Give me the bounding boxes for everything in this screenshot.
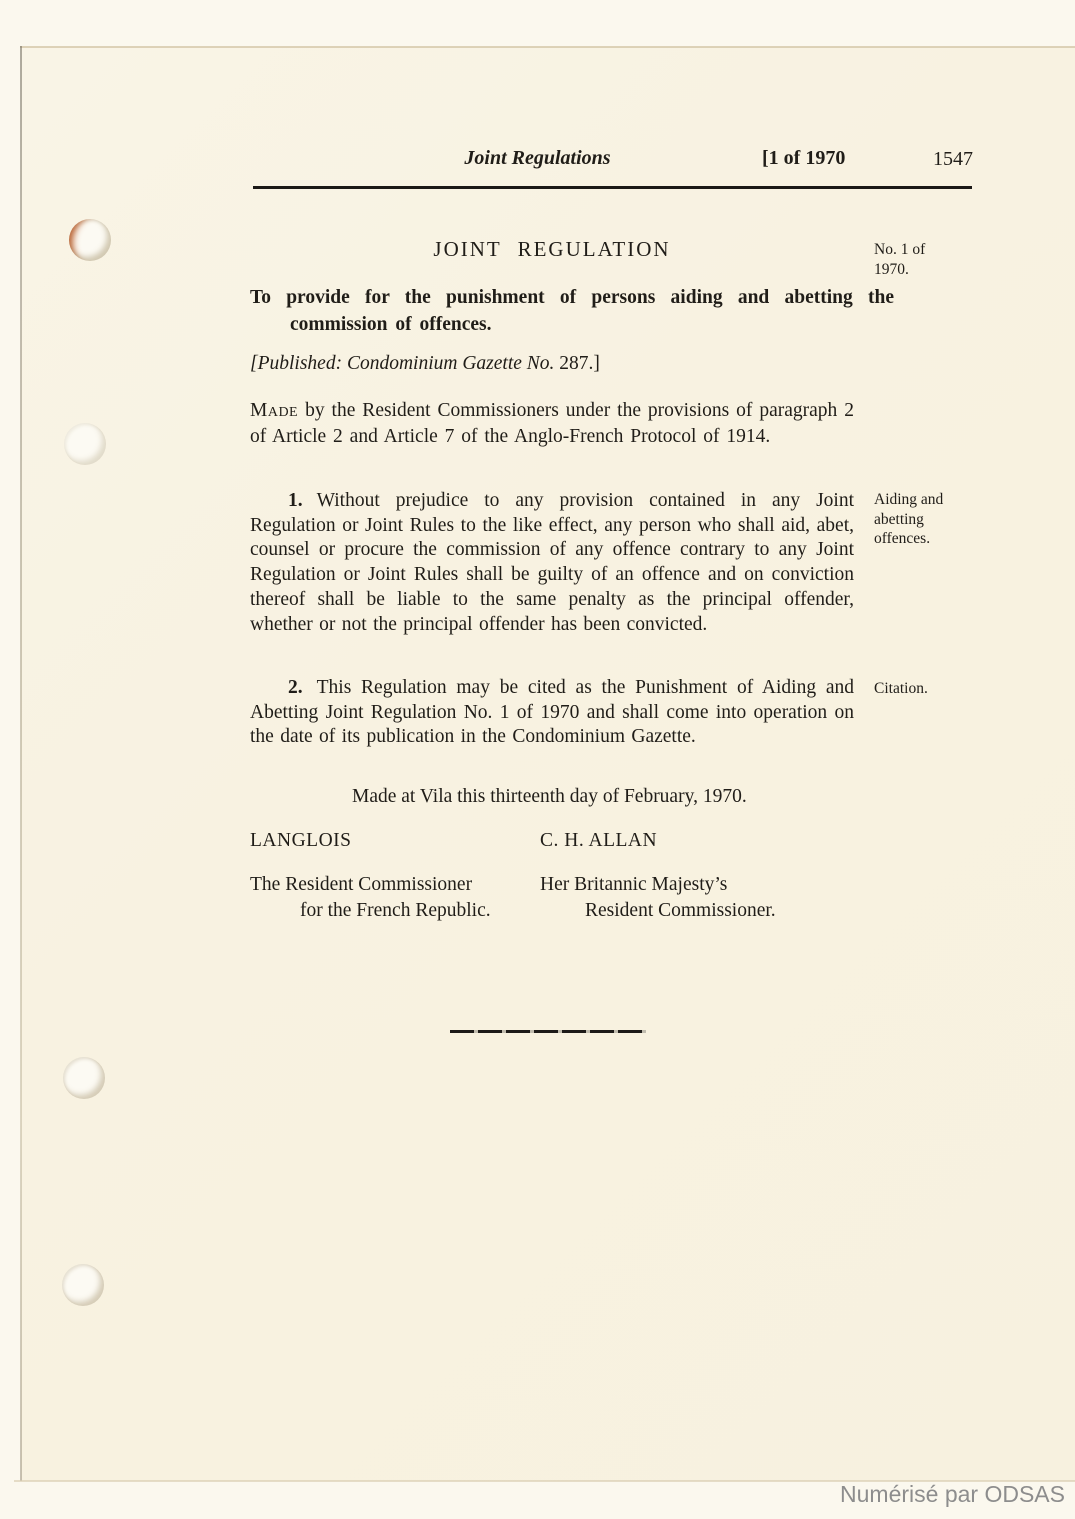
published-line-number: 287.] — [554, 353, 600, 374]
signature-title-french-line1: The Resident Commissioner — [250, 874, 473, 895]
signature-title-british — [540, 872, 840, 924]
section-2-text: This Regulation may be cited as the Punishment of Aiding and Abetting Joint Regulation No. 1 of 1970 and shall come into operation on the date of its publication in the Condominium Gazette. — [250, 677, 854, 748]
margin-note-regulation-number: No. 1 of 1970. — [874, 241, 926, 278]
punch-hole — [62, 1264, 104, 1306]
page-number: 1547 — [933, 148, 973, 170]
end-of-regulation-rule — [450, 1030, 646, 1033]
enacting-smallcaps: Made — [250, 400, 299, 421]
document-title: JOINT REGULATION — [433, 237, 671, 261]
punch-hole — [69, 219, 111, 261]
running-header-title: Joint Regulations — [464, 147, 611, 169]
section-2 — [250, 676, 854, 750]
date-of-making-line: Made at Vila this thirteenth day of February, 1970. — [352, 786, 747, 807]
section-1 — [250, 489, 854, 637]
enacting-text: by the Resident Commissioners under the provisions of paragraph 2 of Article 2 and Article 7 of the Anglo-French Protocol of 1914. — [250, 400, 854, 447]
punch-hole — [64, 423, 106, 465]
margin-note-section-2: Citation. — [874, 680, 928, 697]
section-2-number: 2. — [288, 677, 303, 698]
signature-title-french-line2: for the French Republic. — [300, 900, 491, 921]
signature-name-british: C. H. ALLAN — [540, 830, 658, 851]
published-line — [250, 353, 854, 375]
long-title: To provide for the punishment of persons aiding and abetting the commission of offences. — [250, 287, 894, 335]
enacting-clause — [250, 398, 854, 449]
punch-hole — [63, 1057, 105, 1099]
paper-top-edge — [20, 46, 1075, 48]
signature-name-french: LANGLOIS — [250, 830, 352, 851]
margin-note-section-1: Aiding and abetting offences. — [874, 491, 944, 547]
header-issue-reference: [1 of 1970 — [762, 147, 846, 169]
section-1-text: Without prejudice to any provision contained in any Joint Regulation or Joint Rules to the like effect, any person who shall aid, abet, counsel or procure the commission of any offence contrary to any Joint Regulation or Joint Rules shall be guilty of an offence and on conviction thereof shall be liable to the same penalty as the principal offender, whether or not the principal offender has been convicted. — [250, 490, 854, 635]
signature-title-british-line1: Her Britannic Majesty’s — [540, 874, 728, 895]
paper-left-edge — [20, 46, 22, 1481]
published-line-italic: [Published: Condominium Gazette No. — [250, 353, 555, 374]
header-rule — [253, 186, 972, 189]
signature-title-british-line2: Resident Commissioner. — [585, 900, 776, 921]
section-1-number: 1. — [288, 490, 303, 511]
digitization-watermark: Numérisé par ODSAS — [840, 1481, 1065, 1507]
signature-title-french — [250, 872, 550, 924]
